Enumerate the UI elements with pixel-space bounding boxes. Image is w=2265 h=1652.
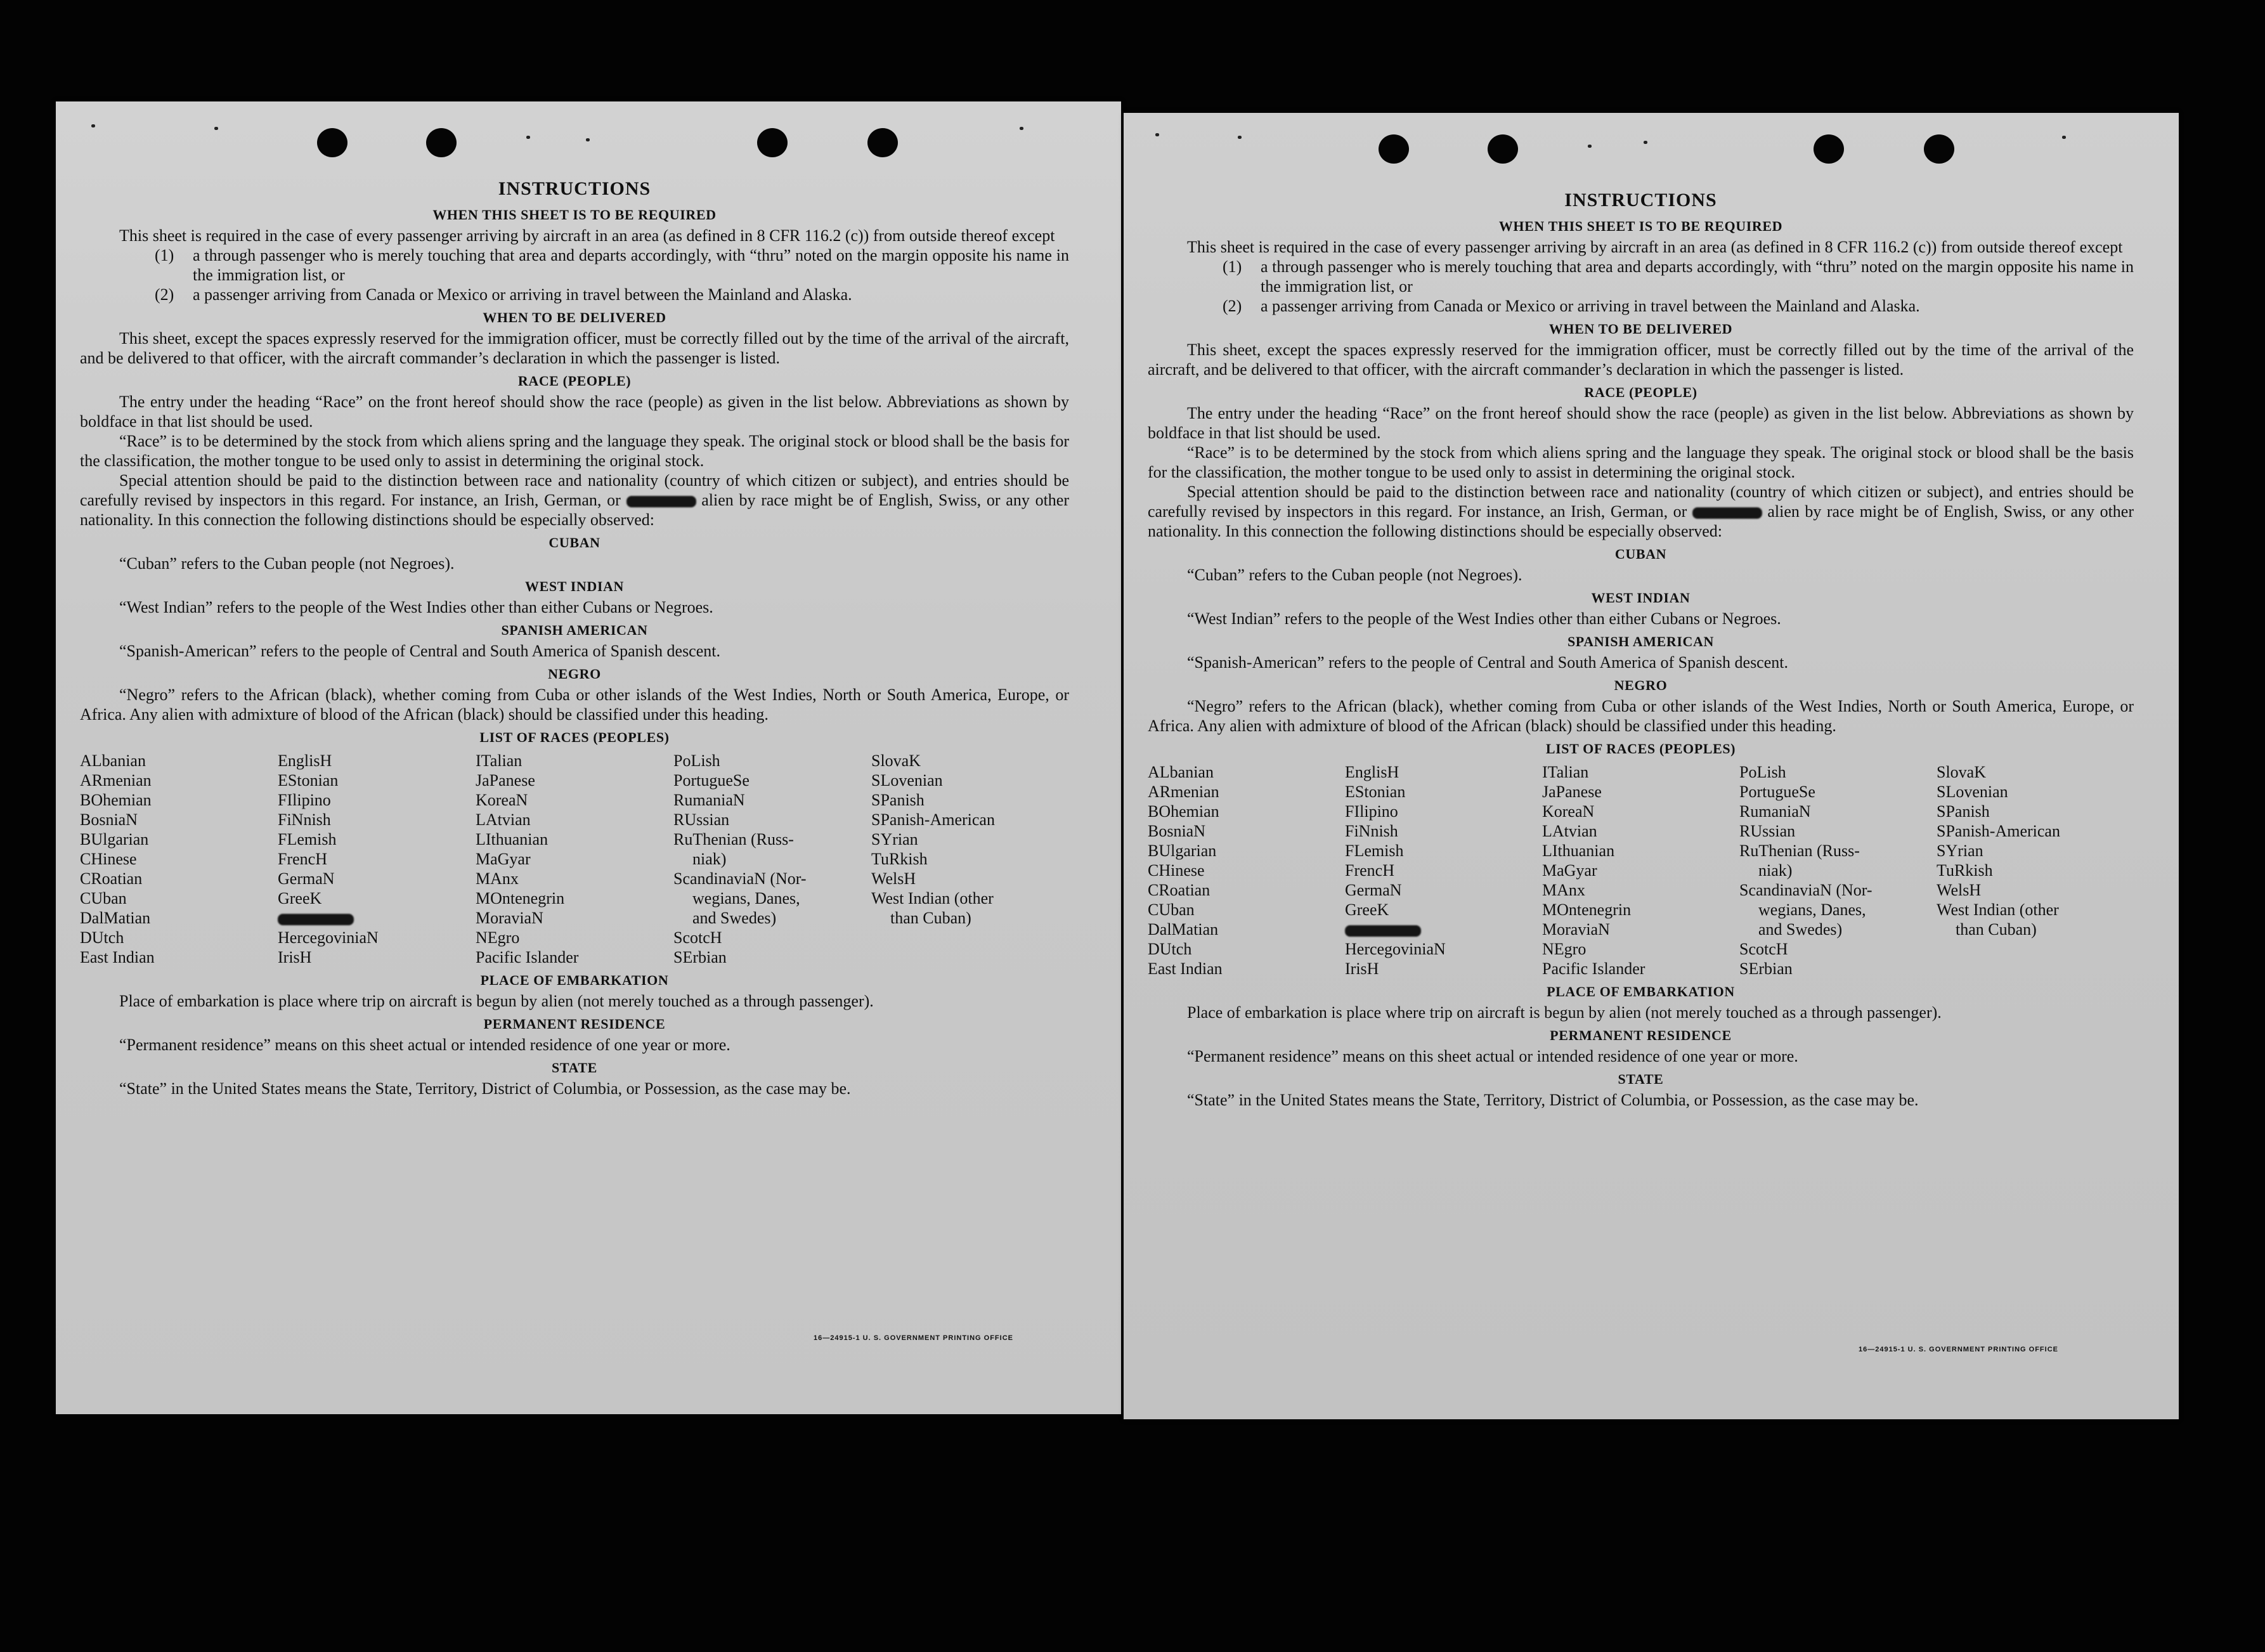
race-entry: GreeK bbox=[278, 889, 322, 907]
race-entry: Pacific Islander bbox=[1542, 959, 1645, 978]
printing-office-note: 16—24915-1 U. S. GOVERNMENT PRINTING OFFICE bbox=[813, 1334, 1013, 1342]
heading-negro: NEGRO bbox=[1614, 677, 1668, 693]
race-entry: ScandinaviaN (Nor- bbox=[1739, 881, 1872, 899]
instruction-sheet-left bbox=[56, 101, 1121, 1414]
race-entry: ARmenian bbox=[1148, 783, 1219, 801]
race-entry: IrisH bbox=[1345, 959, 1379, 978]
race-entry: CRoatian bbox=[1148, 881, 1210, 899]
race-entry: PoLish bbox=[673, 751, 720, 770]
punch-hole bbox=[317, 128, 347, 157]
race-entry: MOntenegrin bbox=[1542, 901, 1632, 919]
race-entry: TuRkish bbox=[1937, 861, 1993, 880]
heading-when-delivered: WHEN TO BE DELIVERED bbox=[1548, 321, 1733, 337]
heading-state: STATE bbox=[1618, 1071, 1664, 1087]
race-entry: ALbanian bbox=[80, 751, 146, 770]
race-entry: DUtch bbox=[1148, 940, 1192, 958]
race-entry: FIlipino bbox=[278, 791, 331, 809]
race-entry: JaPanese bbox=[476, 771, 535, 790]
race-entry: MAnx bbox=[476, 869, 519, 888]
punch-hole bbox=[757, 128, 788, 157]
race-entry: TuRkish bbox=[871, 850, 928, 868]
races-column-3 bbox=[476, 751, 673, 967]
race-entry: MaGyar bbox=[1542, 861, 1597, 880]
negro-text: “Negro” refers to the African (black), whether coming from Cuba or other islands of the West Indies, North or South America, Europe, or Africa. Any alien with admixture of blood of the African (black) should be classified under this heading. bbox=[1148, 697, 2134, 735]
race-entry: WelsH bbox=[871, 869, 916, 888]
race-entry: RuThenian (Russ- bbox=[673, 830, 794, 849]
heading-embarkation: PLACE OF EMBARKATION bbox=[1547, 984, 1735, 999]
race-entry: EnglisH bbox=[278, 751, 332, 770]
heading-embarkation: PLACE OF EMBARKATION bbox=[480, 972, 669, 988]
instruction-sheet-right bbox=[1124, 113, 2179, 1419]
race-entry: WelsH bbox=[1937, 881, 1982, 899]
race-entry: ScandinaviaN (Nor- bbox=[673, 869, 807, 888]
race-entry: wegians, Danes, bbox=[1758, 901, 1866, 919]
printing-office-note: 16—24915-1 U. S. GOVERNMENT PRINTING OFFICE bbox=[1858, 1346, 2058, 1353]
race-entry: East Indian bbox=[80, 948, 155, 966]
residence-text: “Permanent residence” means on this sheet actual or intended residence of one year or more. bbox=[119, 1036, 730, 1054]
race-entry: ScotcH bbox=[1739, 940, 1788, 958]
heading-race: RACE (PEOPLE) bbox=[1584, 384, 1697, 400]
race-entry: LIthuanian bbox=[476, 830, 548, 849]
race-entry: DUtch bbox=[80, 928, 124, 947]
spanish-american-text: “Spanish-American” refers to the people of Central and South America of Spanish descent. bbox=[1187, 653, 1788, 672]
races-column-2 bbox=[1345, 762, 1542, 979]
heading-race: RACE (PEOPLE) bbox=[517, 373, 632, 389]
west-indian-text: “West Indian” refers to the people of the West Indies other than either Cubans or Negroes. bbox=[1187, 609, 1781, 628]
race-entry: CHinese bbox=[1148, 861, 1205, 880]
race-entry: CHinese bbox=[80, 850, 137, 868]
spanish-american-text: “Spanish-American” refers to the people of Central and South America of Spanish descent. bbox=[119, 642, 720, 660]
heading-when-required: WHEN THIS SHEET IS TO BE REQUIRED bbox=[432, 207, 717, 223]
exception-item-1: (1) a through passenger who is merely touching that area and departs accordingly, with “thru” noted on the margin opposite his name in the immigration list, or bbox=[155, 246, 1069, 284]
state-text: “State” in the United States means the State, Territory, District of Columbia, or Possession, as the case may be. bbox=[1187, 1091, 1919, 1109]
races-column-4 bbox=[1739, 762, 1937, 979]
race-entry: SYrian bbox=[871, 830, 918, 849]
race-entry: BOhemian bbox=[1148, 802, 1219, 821]
race-entry: SlovaK bbox=[871, 751, 921, 770]
race-entry: CRoatian bbox=[80, 869, 143, 888]
race-entry: FLemish bbox=[278, 830, 337, 849]
race-entry: ALbanian bbox=[1148, 763, 1214, 781]
heading-when-required: WHEN THIS SHEET IS TO BE REQUIRED bbox=[1498, 218, 1783, 234]
race-entry: CUban bbox=[80, 889, 127, 907]
residence-text: “Permanent residence” means on this sheet actual or intended residence of one year or more. bbox=[1187, 1047, 1798, 1065]
race-entry: GermaN bbox=[278, 869, 335, 888]
heading-spanish-american: SPANISH AMERICAN bbox=[1567, 634, 1715, 649]
redaction-mark bbox=[1692, 507, 1762, 519]
embarkation-text: Place of embarkation is place where trip on aircraft is begun by alien (not merely touched as a through passenger). bbox=[119, 992, 874, 1010]
race-entry: GreeK bbox=[1345, 901, 1389, 919]
race-entry: DalMatian bbox=[80, 909, 151, 927]
negro-text: “Negro” refers to the African (black), whether coming from Cuba or other islands of the West Indies, North or South America, Europe, or Africa. Any alien with admixture of blood of the African (black) should be classified under this heading. bbox=[80, 686, 1069, 724]
race-entry: West Indian (other bbox=[871, 889, 994, 907]
redacted-race-entry bbox=[278, 908, 476, 928]
race-entry: Pacific Islander bbox=[476, 948, 579, 966]
race-entry: FIlipino bbox=[1345, 802, 1398, 821]
race-entry: MoraviaN bbox=[1542, 920, 1610, 939]
races-column-2 bbox=[278, 751, 476, 967]
punch-hole bbox=[1488, 134, 1518, 164]
heading-negro: NEGRO bbox=[548, 666, 601, 682]
heading-west-indian: WEST INDIAN bbox=[1591, 590, 1691, 606]
heading-list-of-races: LIST OF RACES (PEOPLES) bbox=[1545, 741, 1736, 757]
heading-permanent-residence: PERMANENT RESIDENCE bbox=[483, 1016, 666, 1032]
races-column-4 bbox=[673, 751, 871, 967]
heading-spanish-american: SPANISH AMERICAN bbox=[501, 622, 648, 638]
embarkation-text: Place of embarkation is place where trip on aircraft is begun by alien (not merely touched as a through passenger). bbox=[1187, 1003, 1942, 1022]
heading-permanent-residence: PERMANENT RESIDENCE bbox=[1550, 1027, 1732, 1043]
race-entry: HercegoviniaN bbox=[1345, 940, 1446, 958]
race-entry: SLovenian bbox=[871, 771, 943, 790]
race-entry: BosniaN bbox=[1148, 822, 1205, 840]
heading-when-delivered: WHEN TO BE DELIVERED bbox=[483, 309, 666, 325]
race-entry: niak) bbox=[1758, 861, 1793, 880]
race-entry: East Indian bbox=[1148, 959, 1223, 978]
race-entry: RumaniaN bbox=[673, 791, 745, 809]
punch-hole bbox=[867, 128, 898, 157]
race-entry: SlovaK bbox=[1937, 763, 1986, 781]
punch-hole bbox=[1379, 134, 1409, 164]
race-entry: DalMatian bbox=[1148, 920, 1219, 939]
race-entry: ITalian bbox=[476, 751, 522, 770]
punch-hole bbox=[1924, 134, 1954, 164]
race-entry: ScotcH bbox=[673, 928, 722, 947]
redaction-mark bbox=[626, 496, 696, 507]
race-entry: PortugueSe bbox=[1739, 783, 1815, 801]
race-entry: FiNnish bbox=[278, 810, 331, 829]
race-entry: FrencH bbox=[1345, 861, 1394, 880]
race-paragraph-1: The entry under the heading “Race” on the front hereof should show the race (people) as given in the list below. Abbreviations as shown by boldface in that list should be used. bbox=[80, 393, 1069, 431]
race-entry: IrisH bbox=[278, 948, 312, 966]
race-entry: MoraviaN bbox=[476, 909, 543, 927]
race-entry: RuThenian (Russ- bbox=[1739, 842, 1860, 860]
race-entry: KoreaN bbox=[1542, 802, 1595, 821]
race-paragraph-1: The entry under the heading “Race” on the front hereof should show the race (people) as given in the list below. Abbreviations as shown by boldface in that list should be used. bbox=[1148, 404, 2134, 442]
exception-item-1: (1) a through passenger who is merely touching that area and departs accordingly, with “thru” noted on the margin opposite his name in the immigration list, or bbox=[1223, 257, 2134, 296]
race-entry: GermaN bbox=[1345, 881, 1402, 899]
race-entry: EStonian bbox=[278, 771, 339, 790]
when-required-intro: This sheet is required in the case of every passenger arriving by aircraft in an area (as defined in 8 CFR 116.2 (c)) from outside thereof except bbox=[119, 226, 1055, 245]
race-entry: FrencH bbox=[278, 850, 327, 868]
heading-cuban: CUBAN bbox=[1614, 546, 1667, 562]
races-table bbox=[1148, 762, 2134, 979]
race-entry: NEgro bbox=[1542, 940, 1587, 958]
race-paragraph-3: Special attention should be paid to the distinction between race and nationality (country of which citizen or subject), and entries should be carefully revised by inspectors in this regard. For instance, an Irish, German, or alien by race might be of English, Swiss, or any other nationality. In this connection the following distinctions should be especially observed: bbox=[80, 471, 1069, 529]
races-table bbox=[80, 751, 1069, 967]
race-entry: ITalian bbox=[1542, 763, 1589, 781]
races-column-5 bbox=[1937, 762, 2134, 979]
race-entry: SPanish bbox=[1937, 802, 1990, 821]
heading-list-of-races: LIST OF RACES (PEOPLES) bbox=[479, 729, 670, 745]
race-entry: MOntenegrin bbox=[476, 889, 565, 907]
race-entry: West Indian (other bbox=[1937, 901, 2059, 919]
race-entry: SPanish-American bbox=[871, 810, 995, 829]
race-entry: LAtvian bbox=[476, 810, 531, 829]
race-paragraph-3: Special attention should be paid to the distinction between race and nationality (country of which citizen or subject), and entries should be carefully revised by inspectors in this regard. For instance, an Irish, German, or alien by race might be of English, Swiss, or any other nationality. In this connection the following distinctions should be especially observed: bbox=[1148, 483, 2134, 540]
race-entry: RUssian bbox=[673, 810, 730, 829]
race-entry: RUssian bbox=[1739, 822, 1796, 840]
race-entry: than Cuban) bbox=[1956, 920, 2037, 939]
exception-item-2: (2) a passenger arriving from Canada or Mexico or arriving in travel between the Mainland and Alaska. bbox=[1223, 297, 1920, 315]
races-column-3 bbox=[1542, 762, 1739, 979]
exception-item-2: (2) a passenger arriving from Canada or Mexico or arriving in travel between the Mainland and Alaska. bbox=[155, 285, 852, 304]
race-entry: CUban bbox=[1148, 901, 1195, 919]
race-entry: SLovenian bbox=[1937, 783, 2008, 801]
heading-west-indian: WEST INDIAN bbox=[525, 578, 624, 594]
race-entry: SPanish-American bbox=[1937, 822, 2060, 840]
race-entry: LIthuanian bbox=[1542, 842, 1615, 860]
heading-cuban: CUBAN bbox=[548, 535, 600, 550]
instructions-content-copy bbox=[1148, 188, 2134, 1110]
race-entry: MaGyar bbox=[476, 850, 531, 868]
race-entry: SYrian bbox=[1937, 842, 1983, 860]
race-entry: niak) bbox=[692, 850, 727, 868]
races-column-5 bbox=[871, 751, 1069, 967]
race-entry: BUlgarian bbox=[1148, 842, 1217, 860]
race-entry: than Cuban) bbox=[890, 909, 971, 927]
race-entry: ARmenian bbox=[80, 771, 152, 790]
races-column-1 bbox=[1148, 762, 1345, 979]
state-text: “State” in the United States means the State, Territory, District of Columbia, or Possession, as the case may be. bbox=[119, 1079, 851, 1098]
race-entry: JaPanese bbox=[1542, 783, 1602, 801]
cuban-text: “Cuban” refers to the Cuban people (not Negroes). bbox=[1187, 566, 1522, 584]
race-entry: wegians, Danes, bbox=[692, 889, 800, 907]
race-entry: BOhemian bbox=[80, 791, 152, 809]
race-paragraph-2: “Race” is to be determined by the stock from which aliens spring and the language they speak. The original stock or blood shall be the basis for the classification, the mother tongue to be used only to assist in determining the original stock. bbox=[1148, 443, 2134, 481]
race-entry: SPanish bbox=[871, 791, 925, 809]
race-entry: and Swedes) bbox=[692, 909, 777, 927]
west-indian-text: “West Indian” refers to the people of the West Indies other than either Cubans or Negroes. bbox=[119, 598, 713, 616]
race-entry: EnglisH bbox=[1345, 763, 1399, 781]
race-entry: and Swedes) bbox=[1758, 920, 1843, 939]
race-entry: SErbian bbox=[1739, 959, 1793, 978]
redacted-race-entry bbox=[1345, 920, 1542, 939]
page-title: INSTRUCTIONS bbox=[1564, 190, 1717, 211]
race-entry: NEgro bbox=[476, 928, 520, 947]
race-entry: BosniaN bbox=[80, 810, 138, 829]
race-entry: LAtvian bbox=[1542, 822, 1597, 840]
race-entry: FiNnish bbox=[1345, 822, 1398, 840]
when-delivered-text: This sheet, except the spaces expressly reserved for the immigration officer, must be correctly filled out by the time of the arrival of the aircraft, and be delivered to that officer, with the aircraft commander’s declaration in which the passenger is listed. bbox=[80, 329, 1069, 367]
when-required-intro: This sheet is required in the case of every passenger arriving by aircraft in an area (as defined in 8 CFR 116.2 (c)) from outside thereof except bbox=[1187, 238, 2123, 256]
race-entry: MAnx bbox=[1542, 881, 1585, 899]
when-delivered-text: This sheet, except the spaces expressly reserved for the immigration officer, must be correctly filled out by the time of the arrival of the aircraft, and be delivered to that officer, with the aircraft commander’s declaration in which the passenger is listed. bbox=[1148, 341, 2134, 379]
races-column-1 bbox=[80, 751, 278, 967]
race-entry: HercegoviniaN bbox=[278, 928, 379, 947]
instructions-content bbox=[80, 176, 1069, 1098]
heading-state: STATE bbox=[552, 1060, 597, 1076]
race-entry: KoreaN bbox=[476, 791, 528, 809]
race-entry: RumaniaN bbox=[1739, 802, 1811, 821]
race-entry: PoLish bbox=[1739, 763, 1786, 781]
page-title: INSTRUCTIONS bbox=[498, 178, 651, 199]
race-entry: FLemish bbox=[1345, 842, 1404, 860]
race-entry: BUlgarian bbox=[80, 830, 149, 849]
race-entry: PortugueSe bbox=[673, 771, 750, 790]
race-entry: EStonian bbox=[1345, 783, 1406, 801]
race-paragraph-2: “Race” is to be determined by the stock from which aliens spring and the language they speak. The original stock or blood shall be the basis for the classification, the mother tongue to be used only to assist in determining the original stock. bbox=[80, 432, 1069, 470]
punch-hole bbox=[426, 128, 457, 157]
race-entry: SErbian bbox=[673, 948, 727, 966]
punch-hole bbox=[1814, 134, 1844, 164]
cuban-text: “Cuban” refers to the Cuban people (not Negroes). bbox=[119, 554, 455, 573]
